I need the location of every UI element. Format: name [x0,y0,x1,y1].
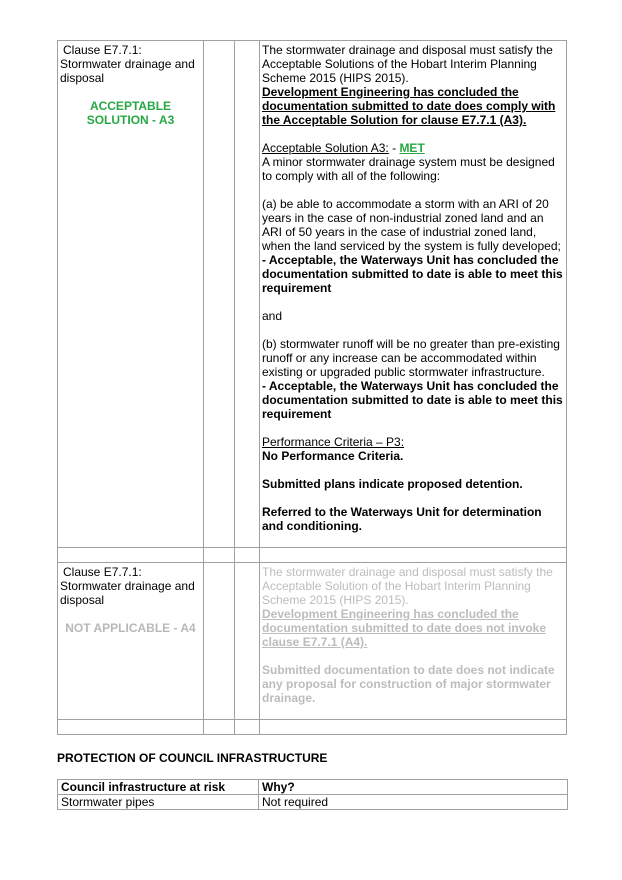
clause-subject: Stormwater drainage and disposal [60,57,195,85]
clause-title: Clause E7.7.1: [63,565,142,579]
item-b-response: - Acceptable, the Waterways Unit has concluded the documentation submitted to date is able to meet this requirement [262,379,563,421]
section-title: PROTECTION OF COUNCIL INFRASTRUCTURE [57,751,328,765]
empty-cell [260,548,567,563]
empty-cell [204,720,235,735]
acceptable-solution-line [262,141,564,155]
pc-text: No Performance Criteria. [262,449,404,463]
infrastructure-table [57,779,568,810]
item-a-response: - Acceptable, the Waterways Unit has concluded the documentation submitted to date is able to meet this requirement [262,253,563,295]
empty-cell [204,563,235,720]
table-cell: Not required [259,795,568,810]
intro-text: The stormwater drainage and disposal must satisfy the Acceptable Solution of the Hobart Interim Planning Scheme 2015 (HIPS 2015). [262,565,553,607]
clause-subject: Stormwater drainage and disposal [60,579,195,607]
referral-text: Referred to the Waterways Unit for determination and conditioning. [262,505,542,533]
as-label: Acceptable Solution A3: [262,141,389,155]
table-cell: Stormwater pipes [58,795,259,810]
empty-cell [235,548,260,563]
assessment-table [57,40,567,735]
summary-text: Submitted documentation to date does not indicate any proposal for construction of major stormwater drainage. [262,663,555,705]
empty-cell [260,720,567,735]
table-row [58,41,567,548]
column-header: Why? [259,780,568,795]
intro-text: The stormwater drainage and disposal must satisfy the Acceptable Solutions of the Hobart Interim Planning Scheme 2015 (HIPS 2015). [262,43,553,85]
table-row [58,795,568,810]
empty-cell [204,548,235,563]
table-header-row [58,780,568,795]
and-text: and [262,309,283,323]
clause-cell [58,563,204,720]
detention-text: Submitted plans indicate proposed detention. [262,477,523,491]
as-text: A minor stormwater drainage system must be designed to comply with all of the following: [262,155,555,183]
pc-label: Performance Criteria – P3: [262,435,405,449]
status-heading: NOT APPLICABLE - A4 [65,621,196,635]
empty-cell [235,41,260,548]
empty-cell [204,41,235,548]
item-b: (b) stormwater runoff will be no greater than pre-existing runoff or any increase can be accommodated within existing or upgraded public stormwater infrastructure. [262,337,560,379]
clause-cell [58,41,204,548]
as-status: MET [399,141,425,155]
engineering-note: Development Engineering has concluded the documentation submitted to date does not invoke clause E7.7.1 (A4). [262,607,547,649]
status-heading: ACCEPTABLE SOLUTION - A3 [86,99,175,127]
assessment-cell [260,41,567,548]
empty-cell [58,720,204,735]
item-a: (a) be able to accommodate a storm with an ARI of 20 years in the case of non-industrial zoned land and an ARI of 50 years in the case of industrial zoned land, when the land serviced by the system is fully developed; [262,197,561,253]
column-header: Council infrastructure at risk [58,780,259,795]
table-row [58,720,567,735]
table-row [58,563,567,720]
engineering-note: Development Engineering has concluded the documentation submitted to date does comply with the Acceptable Solution for clause E7.7.1 (A3). [262,85,556,127]
as-separator: - [388,141,400,155]
table-row [58,548,567,563]
assessment-cell [260,563,567,720]
clause-title: Clause E7.7.1: [63,43,142,57]
empty-cell [235,720,260,735]
empty-cell [235,563,260,720]
empty-cell [58,548,204,563]
